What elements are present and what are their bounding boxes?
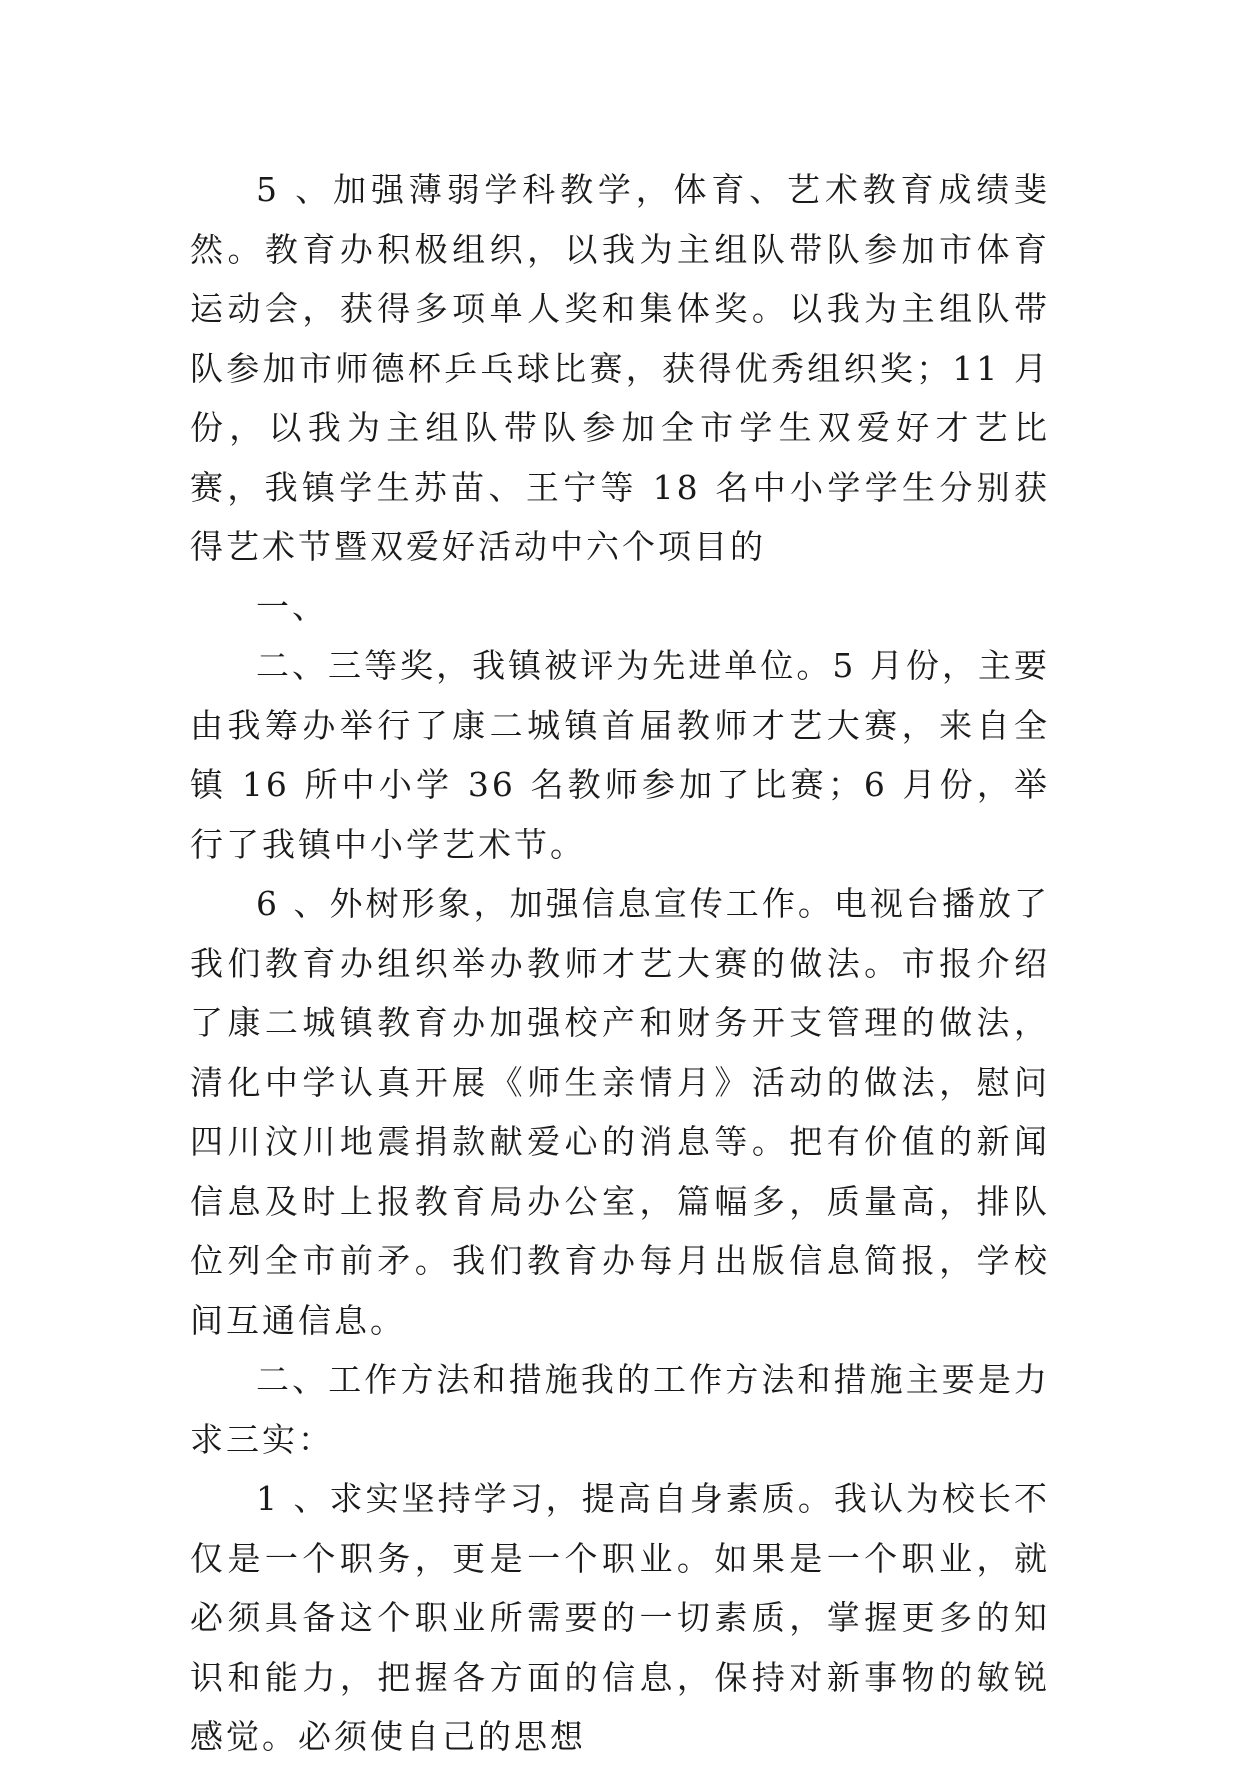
paragraph-awards: 二、三等奖，我镇被评为先进单位。5 月份，主要由我筹办举行了康二城镇首届教师才艺大赛，来自全镇 16 所中小学 36 名教师参加了比赛；6 月份，举行了我镇中小学艺术节。	[190, 646, 1050, 864]
paragraph-publicity: 6 、外树形象，加强信息宣传工作。电视台播放了我们教育办组织举办教师才艺大赛的做法。市报介绍了康二城镇教育办加强校产和财务开支管理的做法，清化中学认真开展《师生亲情月》活动的做法，慰问四川汶川地震捐款献爱心的消息等。把有价值的新闻信息及时上报教育局办公室，篇幅多，质量高，排队位列全市前矛。我们教育办每月出版信息简报，学校间互通信息。	[190, 884, 1050, 1340]
document-body	[190, 160, 1050, 1767]
paragraph-sports-arts: 5 、加强薄弱学科教学，体育、艺术教育成绩斐然。教育办积极组织，以我为主组队带队参加市体育运动会，获得多项单人奖和集体奖。以我为主组队带队参加市师德杯乒乓球比赛，获得优秀组织奖；11 月份，以我为主组队带队参加全市学生双爱好才艺比赛，我镇学生苏苗、王宁等 18 名中小学学生分别获得艺术节暨双爱好活动中六个项目的	[190, 170, 1050, 566]
paragraph-methods-heading: 二、工作方法和措施我的工作方法和措施主要是力求三实：	[190, 1360, 1050, 1459]
paragraph-self-study: 1 、求实坚持学习，提高自身素质。我认为校长不仅是一个职务，更是一个职业。如果是一个职业，就必须具备这个职业所需要的一切素质，掌握更多的知识和能力，把握各方面的信息，保持对新事物的敏锐感觉。必须使自己的思想	[190, 1479, 1050, 1756]
paragraph-fragment-one: 一、	[256, 586, 328, 626]
